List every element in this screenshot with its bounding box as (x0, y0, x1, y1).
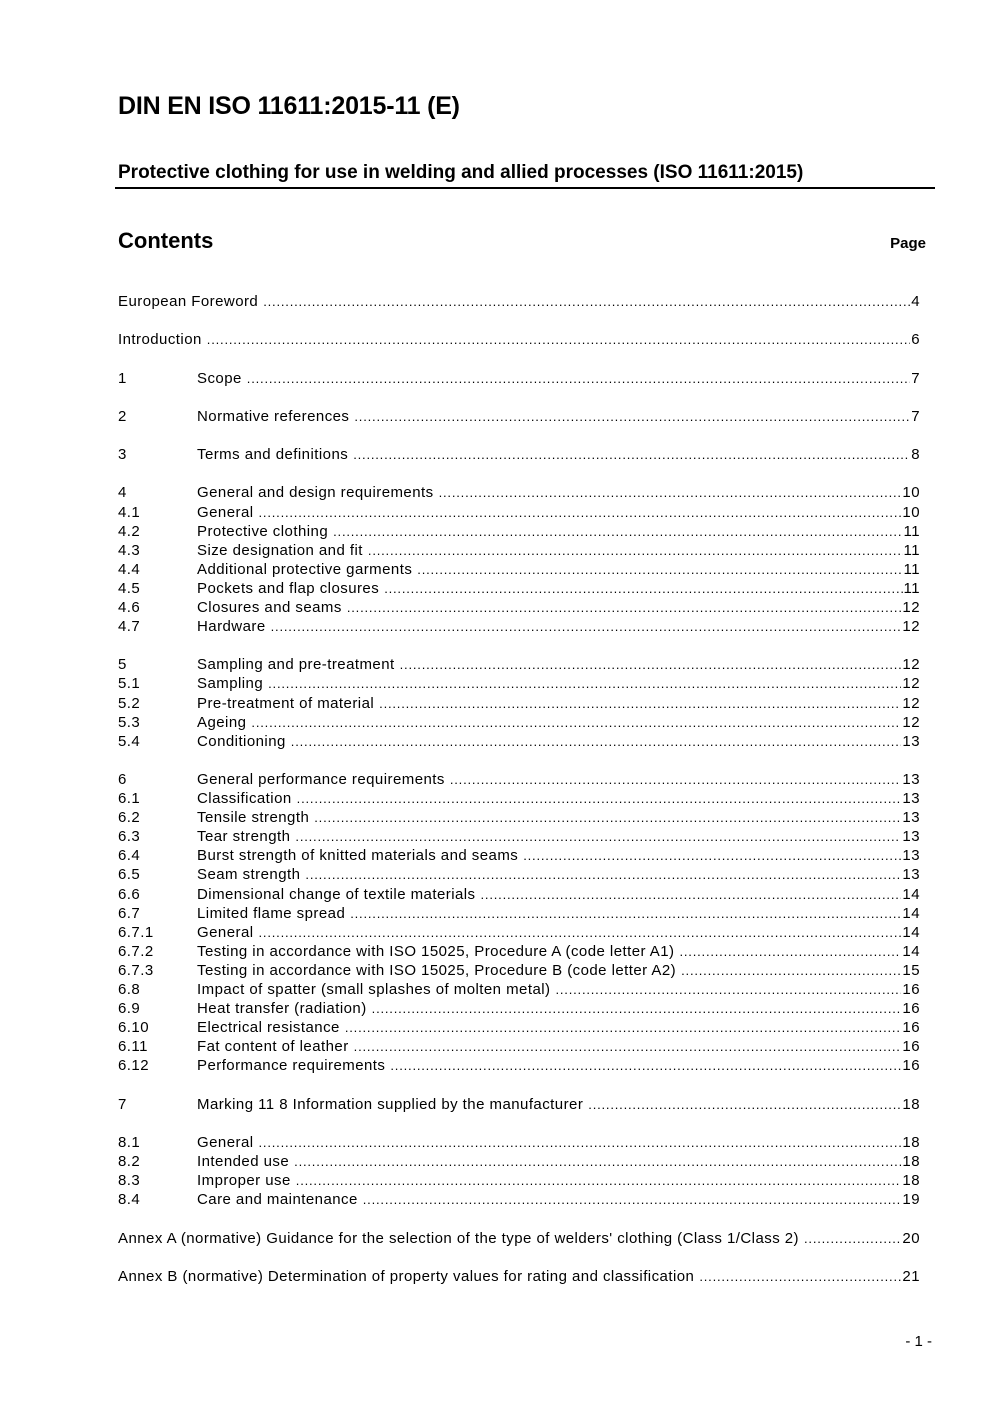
toc-entry-number: 4.1 (118, 503, 141, 521)
toc-entry[interactable] (118, 789, 920, 808)
toc-entry[interactable] (118, 770, 920, 789)
toc-dot-leader (481, 885, 902, 904)
toc-entry[interactable] (118, 330, 920, 349)
toc-entry[interactable] (118, 598, 920, 617)
toc-entry-title: Sampling and pre-treatment (197, 656, 395, 674)
toc-entry-page: 20 (902, 1229, 920, 1247)
toc-entry[interactable] (118, 1133, 920, 1152)
toc-entry-title: Protective clothing (197, 522, 329, 540)
toc-entry[interactable] (118, 1095, 920, 1114)
toc-dot-leader (268, 674, 901, 693)
toc-dot-leader (247, 369, 910, 388)
toc-dot-leader (379, 694, 901, 713)
toc-entry-page: 7 (911, 407, 920, 425)
page-column-heading: Page (890, 235, 926, 252)
toc-entry[interactable] (118, 904, 920, 923)
toc-dot-leader (372, 999, 902, 1018)
toc-entry-page: 12 (902, 598, 920, 616)
toc-entry[interactable] (118, 942, 920, 961)
toc-entry[interactable] (118, 369, 920, 388)
toc-dot-leader (345, 1018, 902, 1037)
toc-entry-title: Marking 11 8 Information supplied by the manufacturer (197, 1095, 584, 1113)
toc-entry[interactable] (118, 483, 920, 502)
title-divider (115, 187, 935, 189)
toc-entry-number: 6 (118, 771, 127, 788)
toc-entry-page: 8 (911, 446, 920, 464)
toc-entry-page: 7 (911, 369, 920, 387)
toc-dot-leader (347, 598, 902, 617)
toc-entry[interactable] (118, 732, 920, 751)
toc-entry-page: 13 (902, 828, 920, 846)
toc-entry-page: 16 (902, 1000, 920, 1018)
toc-dot-leader (271, 617, 902, 636)
toc-entry-page: 18 (902, 1172, 920, 1190)
toc-entry-title: Hardware (197, 618, 266, 636)
toc-entry[interactable] (118, 1267, 920, 1286)
toc-entry-title: Performance requirements (197, 1057, 386, 1075)
toc-entry-number: 8.4 (118, 1191, 141, 1209)
toc-entry-title: Intended use (197, 1153, 290, 1171)
toc-entry-page: 11 (903, 560, 920, 578)
toc-dot-leader (207, 330, 910, 349)
toc-entry-number: 4 (118, 484, 127, 502)
toc-entry-number: 6.1 (118, 790, 141, 808)
toc-entry-title: Classification (197, 790, 292, 808)
toc-entry[interactable] (118, 1018, 920, 1037)
toc-entry-page: 11 (903, 541, 920, 559)
toc-entry-number: 4.5 (118, 579, 141, 597)
toc-entry-page: 16 (902, 1019, 920, 1037)
toc-entry-number: 5.1 (118, 675, 141, 693)
page-number: - 1 - (905, 1333, 932, 1350)
toc-entry-title: Additional protective garments (197, 560, 413, 578)
toc-dot-leader (450, 770, 902, 789)
toc-dot-leader (417, 560, 902, 579)
toc-entry-title: General (197, 1133, 254, 1151)
toc-entry[interactable] (118, 541, 920, 560)
toc-entry-page: 14 (902, 904, 920, 922)
toc-entry-number: 4.4 (118, 560, 141, 578)
toc-entry-number: 2 (118, 407, 127, 425)
document-id: DIN EN ISO 11611:2015-11 (E) (118, 92, 460, 120)
toc-dot-leader (294, 1152, 901, 1171)
toc-entry-page: 6 (911, 331, 920, 349)
toc-entry-number: 6.6 (118, 885, 141, 903)
toc-entry-page: 16 (902, 1057, 920, 1075)
toc-entry[interactable] (118, 292, 920, 311)
toc-entry-page: 11 (903, 579, 920, 597)
toc-entry[interactable] (118, 885, 920, 904)
toc-entry-page: 12 (902, 618, 920, 636)
document-subtitle: Protective clothing for use in welding and allied processes (ISO 11611:2015) (118, 162, 804, 183)
toc-entry[interactable] (118, 1037, 920, 1056)
toc-entry-number: 4.6 (118, 598, 141, 616)
toc-entry-page: 19 (902, 1191, 920, 1209)
toc-entry[interactable] (118, 1171, 920, 1190)
toc-dot-leader (588, 1095, 901, 1114)
toc-entry-title: Scope (197, 369, 242, 387)
toc-dot-leader (439, 483, 902, 502)
toc-entry-title: Conditioning (197, 732, 286, 750)
toc-dot-leader (259, 503, 902, 522)
toc-entry-page: 14 (902, 942, 920, 960)
toc-entry-title: Testing in accordance with ISO 15025, Procedure A (code letter A1) (197, 942, 675, 960)
toc-entry-title: Annex A (normative) Guidance for the selection of the type of welders' clothing (Class 1/Class 2) (118, 1229, 799, 1247)
toc-entry-title: Tear strength (197, 828, 291, 846)
toc-entry-page: 13 (902, 790, 920, 808)
toc-entry[interactable] (118, 617, 920, 636)
toc-entry-title: Heat transfer (radiation) (197, 1000, 367, 1018)
toc-entry-page: 13 (902, 809, 920, 827)
toc-entry[interactable] (118, 1152, 920, 1171)
toc-entry-title: Fat content of leather (197, 1038, 349, 1056)
toc-dot-leader (390, 1056, 901, 1075)
toc-dot-leader (384, 579, 902, 598)
toc-entry-title: Limited flame spread (197, 904, 346, 922)
toc-entry[interactable] (118, 522, 920, 541)
toc-dot-leader (353, 445, 910, 464)
toc-entry-number: 5.2 (118, 694, 141, 712)
toc-entry-number: 4.3 (118, 541, 141, 559)
toc-dot-leader (354, 1037, 902, 1056)
toc-entry-page: 18 (902, 1095, 920, 1113)
toc-entry-title: Closures and seams (197, 598, 342, 616)
toc-entry-page: 13 (902, 866, 920, 884)
toc-entry-title: Annex B (normative) Determination of property values for rating and classification (118, 1267, 695, 1285)
toc-entry[interactable] (118, 713, 920, 732)
toc-entry-number: 4.7 (118, 618, 141, 636)
toc-entry-title: Pockets and flap closures (197, 579, 380, 597)
toc-entry-number: 3 (118, 446, 127, 464)
toc-entry-title: Tensile strength (197, 809, 310, 827)
toc-entry[interactable] (118, 980, 920, 999)
toc-entry-title: Terms and definitions (197, 446, 349, 464)
toc-entry-page: 15 (902, 961, 920, 979)
toc-dot-leader (333, 522, 902, 541)
toc-entry-title: Improper use (197, 1172, 291, 1190)
toc-entry-page: 18 (902, 1153, 920, 1171)
toc-entry[interactable] (118, 503, 920, 522)
toc-entry[interactable] (118, 808, 920, 827)
toc-dot-leader (291, 732, 902, 751)
toc-dot-leader (263, 292, 910, 311)
toc-entry[interactable] (118, 1229, 920, 1248)
toc-entry-page: 10 (902, 503, 920, 521)
toc-entry-page: 14 (902, 885, 920, 903)
toc-entry-title: Sampling (197, 675, 264, 693)
toc-dot-leader (400, 655, 902, 674)
toc-dot-leader (259, 1133, 902, 1152)
toc-entry-page: 13 (902, 771, 920, 788)
toc-entry-page: 11 (903, 522, 920, 540)
toc-entry-title: General (197, 923, 254, 941)
toc-entry-number: 5.4 (118, 732, 141, 750)
toc-entry-number: 1 (118, 369, 127, 387)
toc-entry-title: Dimensional change of textile materials (197, 885, 476, 903)
toc-entry[interactable] (118, 694, 920, 713)
toc-entry[interactable] (118, 961, 920, 980)
toc-entry[interactable] (118, 923, 920, 942)
toc-entry-page: 13 (902, 732, 920, 750)
toc-entry-page: 12 (902, 675, 920, 693)
toc-entry-number: 4.2 (118, 522, 141, 540)
toc-entry[interactable] (118, 827, 920, 846)
toc-entry-number: 8.2 (118, 1153, 141, 1171)
toc-entry-title: Impact of spatter (small splashes of molten metal) (197, 981, 551, 999)
toc-entry-title: Burst strength of knitted materials and seams (197, 847, 519, 865)
toc-entry-number: 5.3 (118, 713, 141, 731)
toc-entry[interactable] (118, 579, 920, 598)
toc-entry-number: 5 (118, 656, 127, 674)
contents-heading: Contents (118, 228, 214, 253)
toc-entry-title: Testing in accordance with ISO 15025, Procedure B (code letter A2) (197, 961, 677, 979)
toc-dot-leader (681, 961, 901, 980)
toc-entry-title: General and design requirements (197, 484, 434, 502)
toc-dot-leader (259, 923, 902, 942)
toc-entry-number: 6.11 (118, 1038, 148, 1056)
toc-dot-leader (295, 827, 901, 846)
toc-entry-number: 6.12 (118, 1057, 149, 1075)
toc-entry[interactable] (118, 674, 920, 693)
toc-entry-page: 12 (902, 656, 920, 674)
toc-entry[interactable] (118, 1190, 920, 1209)
toc-entry-number: 6.7.2 (118, 942, 154, 960)
toc-dot-leader (679, 942, 901, 961)
toc-entry-number: 6.2 (118, 809, 141, 827)
toc-dot-leader (251, 713, 901, 732)
toc-entry[interactable] (118, 560, 920, 579)
toc-dot-leader (350, 904, 901, 923)
toc-dot-leader (305, 865, 901, 884)
toc-entry-title: Care and maintenance (197, 1191, 358, 1209)
toc-entry-title: Ageing (197, 713, 247, 731)
toc-entry-title: Size designation and fit (197, 541, 363, 559)
toc-entry-title: Seam strength (197, 866, 301, 884)
toc-entry-title: Introduction (118, 331, 202, 349)
toc-dot-leader (804, 1229, 901, 1248)
toc-entry-number: 7 (118, 1095, 127, 1113)
toc-entry[interactable] (118, 445, 920, 464)
toc-entry-page: 10 (902, 484, 920, 502)
toc-entry-title: General performance requirements (197, 771, 445, 788)
toc-entry-page: 21 (902, 1267, 920, 1285)
toc-dot-leader (363, 1190, 902, 1209)
toc-entry-title: Normative references (197, 407, 350, 425)
toc-entry-page: 14 (902, 923, 920, 941)
toc-entry[interactable] (118, 999, 920, 1018)
toc-dot-leader (297, 789, 902, 808)
toc-entry-number: 8.1 (118, 1133, 141, 1151)
toc-entry-page: 13 (902, 847, 920, 865)
toc-dot-leader (354, 407, 910, 426)
toc-dot-leader (699, 1267, 901, 1286)
toc-entry-number: 6.5 (118, 866, 141, 884)
toc-entry-title: General (197, 503, 254, 521)
toc-entry[interactable] (118, 846, 920, 865)
toc-entry[interactable] (118, 655, 920, 674)
toc-entry[interactable] (118, 865, 920, 884)
toc-entry-number: 6.10 (118, 1019, 149, 1037)
toc-dot-leader (523, 846, 901, 865)
toc-entry-title: European Foreword (118, 293, 259, 310)
toc-entry-title: Electrical resistance (197, 1019, 340, 1037)
toc-entry-page: 12 (902, 713, 920, 731)
toc-entry-number: 6.7.1 (118, 923, 154, 941)
toc-entry-page: 16 (902, 1038, 920, 1056)
toc-entry-number: 6.7 (118, 904, 141, 922)
toc-entry-number: 6.9 (118, 1000, 141, 1018)
toc-dot-leader (368, 541, 903, 560)
toc-entry-number: 6.4 (118, 847, 141, 865)
toc-entry-page: 18 (902, 1133, 920, 1151)
toc-entry-number: 8.3 (118, 1172, 141, 1190)
toc-dot-leader (314, 808, 901, 827)
toc-entry-number: 6.3 (118, 828, 141, 846)
toc-entry-number: 6.8 (118, 981, 141, 999)
toc-entry-page: 16 (902, 981, 920, 999)
toc-entry-title: Pre-treatment of material (197, 694, 375, 712)
table-of-contents (118, 292, 920, 1286)
toc-dot-leader (296, 1171, 902, 1190)
toc-dot-leader (555, 980, 901, 999)
toc-entry-number: 6.7.3 (118, 961, 154, 979)
toc-entry[interactable] (118, 1056, 920, 1075)
toc-entry-page: 12 (902, 694, 920, 712)
toc-entry[interactable] (118, 407, 920, 426)
toc-entry-page: 4 (911, 293, 920, 310)
